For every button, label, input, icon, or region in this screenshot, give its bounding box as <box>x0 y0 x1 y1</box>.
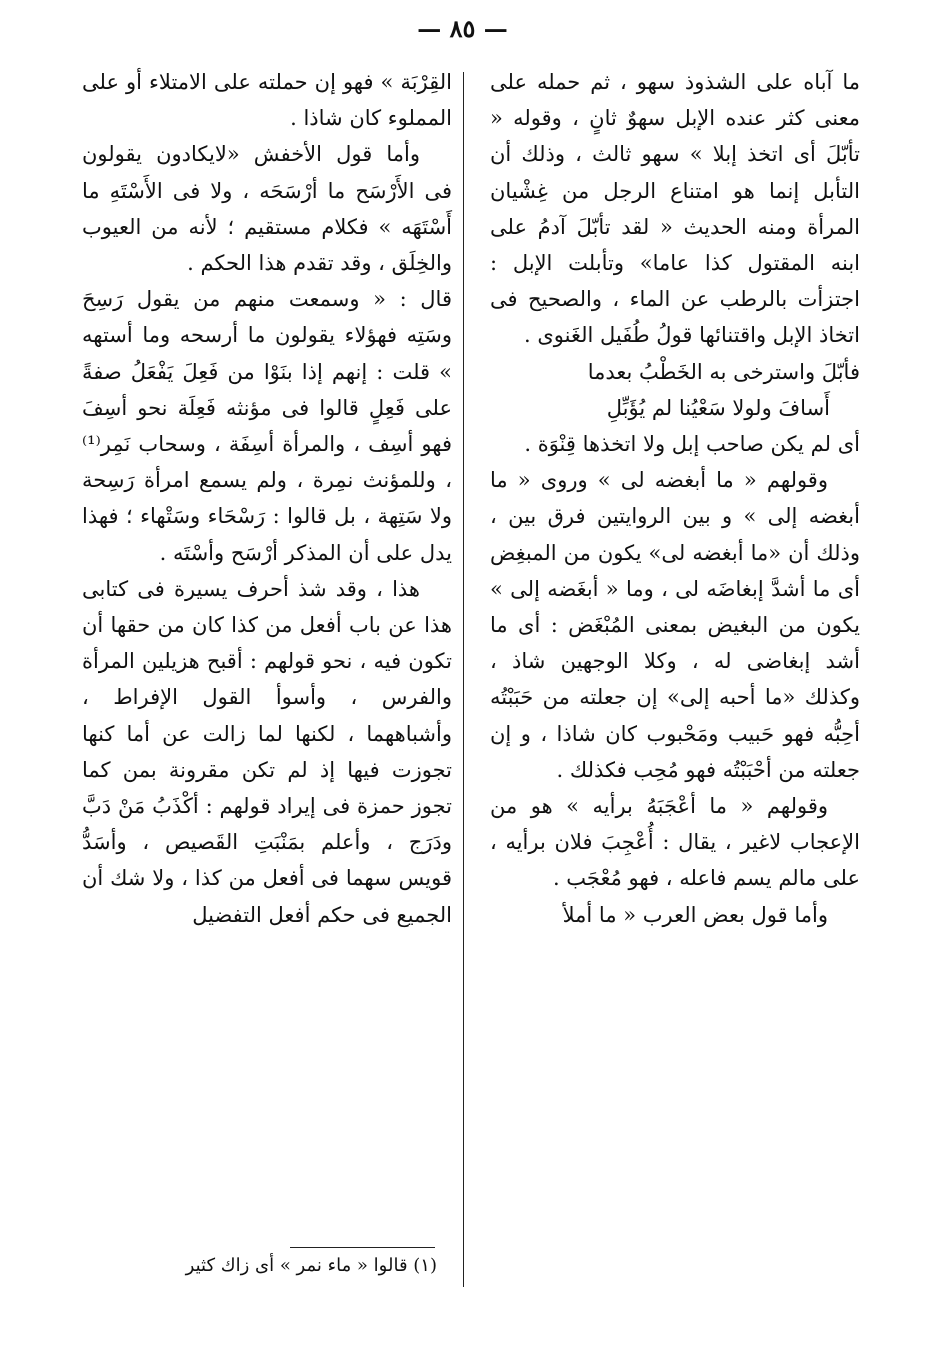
paragraph: وقولهم « ما أبغضه لى » وروى « ما أبغضه إلى » و بين الروايتين فرق بين ، وذلك أن «ما أبغضه لى» يكون من المبغِض أى ما أشدَّ إبغاضَه لى ، وما « أبغَضه إلى » يكون من البغيض بمعنى المُبْغَض : أى ما أشد إبغاضى له ، وكلا الوجهين شاذ ، وكذلك «ما أحبه إلى» إن جعلته من حَبَبْتُه أحِبُّه فهو حَبيب ومَحْبوب كان شاذا ، و إن جعلته من أحْبَبْتُه فهو مُحِب فكذلك . <box>490 468 860 782</box>
paragraph: قال : « وسمعت منهم من يقول رَسِحَ وسَتِه فهؤلاء يقولون ما أرسحه وما أستهه » قلت : إنهم إذا بنَوْا من فَعِلَ يَفْعَلُ صفةً على فَعِلٍ قالوا فى مؤنثه فَعِلَة نحو أسِفَ فهو أسِف ، والمرأة أسِفَة ، وسحاب نَمِر⁽¹⁾ ، وللمؤنث نمِرة ، ولم يسمع امرأة رَسِحة ولا سَتِهة ، بل قالوا : رَسْحَاء وسَتْهاء ؛ فهذا يدل على أن المذكر أرْسَح وأسْتَه . <box>82 287 452 565</box>
footnote-rule <box>290 1247 435 1248</box>
column-divider <box>463 72 464 1287</box>
footnote: (١) قالوا « ماء نمر » أى زاك كثير <box>185 1255 437 1276</box>
paragraph: وأما قول الأخفش «لايكادون يقولون فى الأَرْسَح ما أرْسَحَه ، ولا فى الأَسْتَهِ ما أَسْتَهَه » فكلام مستقيم ؛ لأنه من العيوب والخِلَق ، وقد تقدم هذا الحكم . <box>82 142 452 276</box>
paragraph: القِرْبَة » فهو إن حملته على الامتلاء أو على المملوء كان شاذا . <box>82 70 452 131</box>
verse-line: فأبّلَ واسترخى به الخَطْبُ بعدما <box>587 359 860 384</box>
paragraph: ما آباه على الشذوذ سهو ، ثم حمله على معنى كثر عنده الإبل سهوٌ ثانٍ ، وقوله « تأبّلَ أى اتخذ إبلا » سهو ثالث ، وذلك أن التأبل إنما هو امتناع الرجل من غِشْيان المرأة ومنه الحديث « لقد تأبّلَ آدمُ على ابنه المقتول كذا عاما» وتأبلت الإبل : اجتزأت بالرطب عن الماء ، والصحيح فى اتخاذ الإبل واقتنائها قولُ طُفَيل الغَنوى . <box>490 70 860 348</box>
page-number: — ٨٥ — <box>417 14 508 43</box>
left-column <box>82 64 452 933</box>
paragraph: وأما قول بعض العرب « ما أملأ <box>562 902 828 927</box>
verse-line: أَسافَ ولولا سَعْيُنا لم يُؤَبِّلِ <box>606 395 830 420</box>
paragraph: وقولهم « ما أعْجَبَهُ برأيه » هو من الإعجاب لاغير ، يقال : أُعْجِبَ فلان برأيه ، على مالم يسم فاعله ، فهو مُعْجَب . <box>490 794 860 891</box>
right-column <box>490 64 860 933</box>
paragraph: أى لم يكن صاحب إبل ولا اتخذها قِنْوَة . <box>524 432 860 457</box>
paragraph: هذا ، وقد شذ أحرف يسيرة فى كتابى هذا عن باب أفعل من كذا كان من حقها أن تكون فيه ، نحو قولهم : أقبح هزيلين المرأة والفرس ، وأسوأ القول الإفراط ، وأشباههما ، لكنها لما زالت عن أما كنها تجوزت فيها إذ لم تكن مقرونة بمن كما تجوز حمزة فى إيراد قولهم : أكْذَبُ مَنْ دَبَّ ودَرَج ، وأعلم بمَنْبَتِ القَصيص ، وأسَدُّ قويس سهما فى أفعل من كذا ، ولا شك أن الجميع فى حكم أفعل التفضيل <box>82 576 452 927</box>
